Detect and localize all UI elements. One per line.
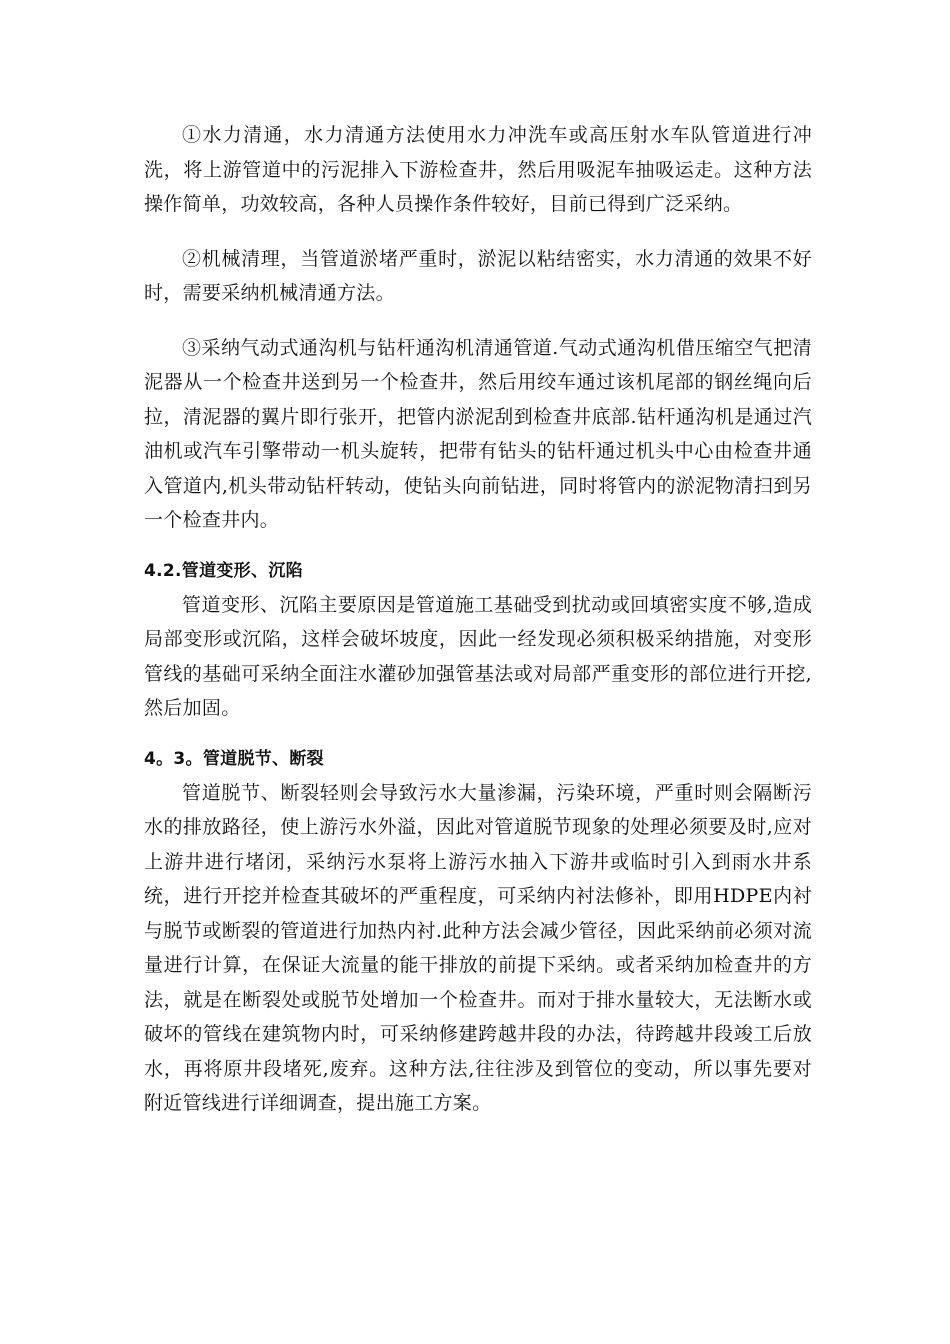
paragraph-dislocation-fracture: 管道脱节、断裂轻则会导致污水大量渗漏，污染环境，严重时则会隔断污水的排放路径，使上游污水外溢，因此对管道脱节现象的处理必须要及时,应对上游井进行堵闭，采纳污水泵将上游污水抽入下游井或临时引入到雨水井系统，进行开挖并检查其破坏的严重程度，可采纳内衬法修补，即用HDPE内衬与脱节或断裂的管道进行加热内衬.此种方法会减少管径，因此采纳前必须对流量进行计算，在保证大流量的能干排放的前提下采纳。或者采纳加检查井的方法，就是在断裂处或脱节处增加一个检查井。而对于排水量较大，无法断水或破坏的管线在建筑物内时，可采纳修建跨越井段的办法，待跨越井段竣工后放水，再将原井段堵死,废弃。这种方法,往往涉及到管位的变动，所以事先要对附近管线进行详细调查，提出施工方案。 [144, 781, 812, 1114]
paragraph-pneumatic-drill-cleaning: ③采纳气动式通沟机与钻杆通沟机清通管道.气动式通沟机借压缩空气把清泥器从一个检查井送到另一个检查井，然后用绞车通过该机尾部的钢丝绳向后拉，清泥器的翼片即行张开，把管内淤泥刮到检查井底部.钻杆通沟机是通过汽油机或汽车引擎带动一机头旋转，把带有钻头的钻杆通过机头中心由检查井通入管道内,机头带动钻杆转动，使钻头向前钻进，同时将管内的淤泥物清扫到另一个检查井内。 [144, 336, 812, 531]
document-body [144, 118, 812, 1141]
section-heading-4-2: 4.2.管道变形、沉陷 [144, 560, 303, 581]
paragraph-mechanical-cleaning: ②机械清理，当管道淤堵严重时，淤泥以粘结密实，水力清通的效果不好时，需要采纳机械清通方法。 [144, 247, 812, 304]
paragraph-hydraulic-cleaning: ①水力清通，水力清通方法使用水力冲洗车或高压射水车队管道进行冲洗，将上游管道中的污泥排入下游检查井，然后用吸泥车抽吸运走。这种方法操作简单，功效较高，各种人员操作条件较好，目前已得到广泛采纳。 [144, 124, 812, 215]
paragraph-deformation-subsidence: 管道变形、沉陷主要原因是管道施工基础受到扰动或回填密实度不够,造成局部变形或沉陷，这样会破坏坡度，因此一经发现必须积极采纳措施，对变形管线的基础可采纳全面注水灌砂加强管基法或对局部严重变形的部位进行开挖,然后加固。 [144, 593, 812, 719]
section-heading-4-3: 4。3。管道脱节、断裂 [144, 748, 324, 769]
